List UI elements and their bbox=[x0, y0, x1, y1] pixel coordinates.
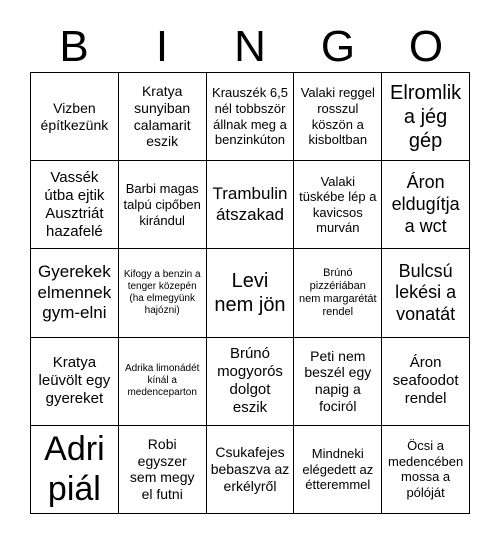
bingo-cell[interactable] bbox=[382, 73, 470, 161]
bingo-cell[interactable] bbox=[294, 426, 382, 514]
bingo-cell-text: Elromlik a jég gép bbox=[390, 81, 462, 152]
bingo-cell-text: Kifogy a benzin a tenger közepén (ha elmegyünk hajózni) bbox=[123, 268, 201, 316]
bingo-cell-text: Peti nem beszél egy napig a fociról bbox=[304, 347, 372, 414]
bingo-cell-text: Öcsi a medencében mossa a pólóját bbox=[388, 438, 464, 500]
bingo-cell[interactable] bbox=[207, 161, 295, 249]
bingo-cell-text: Brúnó mogyorós dolgot eszik bbox=[217, 345, 283, 417]
header-letter-b: B bbox=[59, 22, 89, 71]
bingo-cell[interactable] bbox=[207, 249, 295, 337]
bingo-cell[interactable] bbox=[119, 73, 207, 161]
bingo-cell[interactable] bbox=[31, 426, 119, 514]
bingo-cell-text: Kratya sunyiban calamarit eszik bbox=[133, 83, 191, 150]
header-letter-n: N bbox=[234, 22, 266, 71]
bingo-cell[interactable] bbox=[207, 338, 295, 426]
bingo-cell[interactable] bbox=[119, 249, 207, 337]
bingo-cell[interactable] bbox=[119, 161, 207, 249]
header-letter-o: O bbox=[408, 22, 444, 71]
bingo-cell[interactable] bbox=[207, 426, 295, 514]
bingo-cell[interactable] bbox=[31, 73, 119, 161]
bingo-cell[interactable] bbox=[382, 161, 470, 249]
bingo-cell-text: Trambulin átszakad bbox=[212, 184, 288, 224]
bingo-cell-text: Robi egyszer sem megy el futni bbox=[129, 435, 195, 503]
bingo-cell-text: Áron seafoodot rendel bbox=[392, 354, 459, 408]
bingo-cell-text: Mindneki elégedett az étteremmel bbox=[302, 446, 374, 493]
bingo-cell-text: Krauszék 6,5 nél tobbször állnak meg a benzinkúton bbox=[212, 85, 288, 148]
bingo-cell-text: Valaki tüskébe lép a kavicsos murván bbox=[299, 173, 377, 236]
bingo-cell[interactable] bbox=[119, 338, 207, 426]
bingo-cell-text: Áron eldugítja a wct bbox=[391, 172, 460, 236]
bingo-cell[interactable] bbox=[31, 249, 119, 337]
bingo-cell-text: Vizben építkezünk bbox=[40, 99, 109, 133]
bingo-cell[interactable] bbox=[31, 338, 119, 426]
bingo-card-grid bbox=[30, 72, 470, 514]
bingo-cell[interactable] bbox=[382, 249, 470, 337]
bingo-cell[interactable] bbox=[294, 73, 382, 161]
bingo-cell[interactable] bbox=[207, 73, 295, 161]
bingo-cell[interactable] bbox=[294, 161, 382, 249]
header-letter-i: I bbox=[155, 22, 169, 71]
bingo-cell-text: Valaki reggel rosszul köszön a kisboltban bbox=[300, 85, 375, 148]
bingo-cell-text: Adri piál bbox=[44, 429, 105, 509]
bingo-cell-text: Brúnó pizzériában nem margarétát rendel bbox=[298, 266, 377, 319]
bingo-cell-text: Vassék útba ejtik Ausztriát hazafelé bbox=[44, 168, 105, 240]
bingo-cell[interactable] bbox=[382, 338, 470, 426]
bingo-cell-text: Barbi magas talpú cipőben kirándul bbox=[123, 181, 201, 228]
bingo-cell-text: Csukafejes bebaszva az erkélyről bbox=[210, 444, 290, 494]
bingo-header bbox=[30, 22, 470, 72]
bingo-cell-text: Gyerekek elmennek gym-elni bbox=[37, 262, 112, 323]
bingo-cell-text: Adrika limonádét kínál a medenceparton bbox=[124, 363, 200, 399]
bingo-cell[interactable] bbox=[294, 249, 382, 337]
bingo-cell-text: Kratya leüvölt egy gyereket bbox=[38, 354, 111, 408]
bingo-cell-text: Levi nem jön bbox=[214, 269, 286, 316]
bingo-cell[interactable] bbox=[382, 426, 470, 514]
bingo-cell[interactable] bbox=[119, 426, 207, 514]
bingo-cell[interactable] bbox=[31, 161, 119, 249]
bingo-cell[interactable] bbox=[294, 338, 382, 426]
header-letter-g: G bbox=[320, 22, 356, 71]
bingo-cell-text: Bulcsú lekési a vonatát bbox=[395, 260, 457, 324]
